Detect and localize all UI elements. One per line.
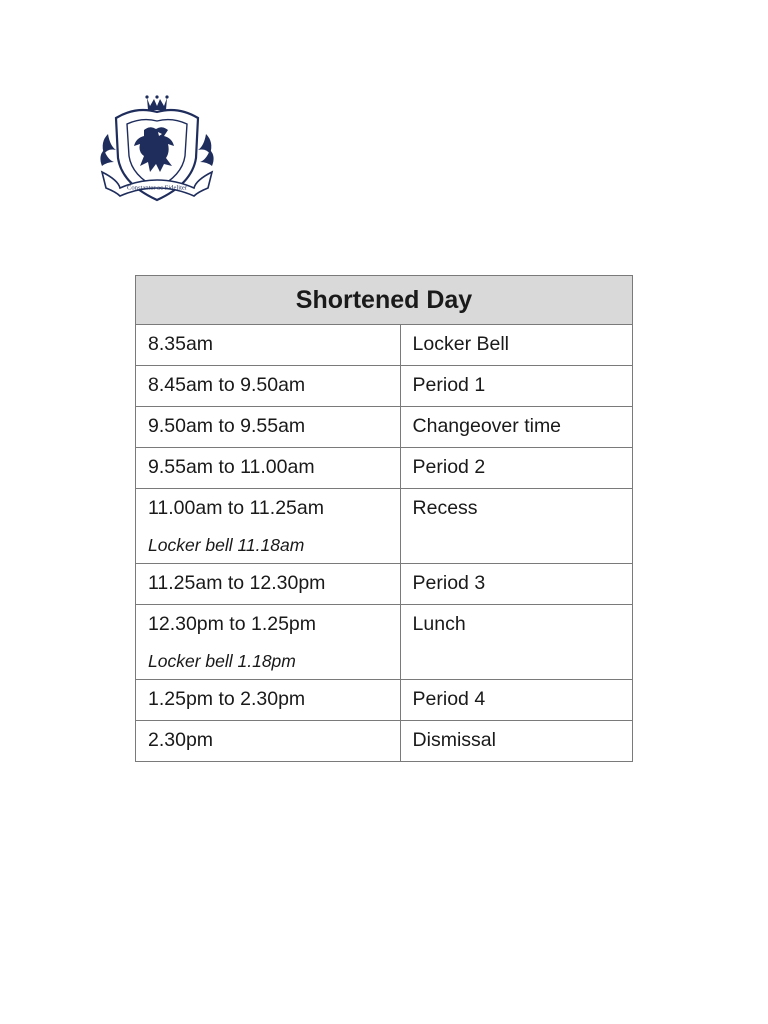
- event-cell: Period 1: [400, 366, 632, 407]
- table-row: [136, 680, 633, 721]
- time-cell: 9.55am to 11.00am: [136, 448, 401, 489]
- time-cell: 11.25am to 12.30pm: [136, 564, 401, 605]
- time-cell: 8.45am to 9.50am: [136, 366, 401, 407]
- table-row: [136, 721, 633, 762]
- time-cell: 8.35am: [136, 325, 401, 366]
- school-crest-logo: [98, 92, 216, 210]
- event-cell: Locker Bell: [400, 325, 632, 366]
- locker-bell-note: Locker bell 1.18pm: [148, 651, 296, 671]
- table-row: [136, 407, 633, 448]
- event-cell: Dismissal: [400, 721, 632, 762]
- event-cell: Lunch: [400, 605, 632, 680]
- table-row: [136, 605, 633, 680]
- locker-bell-note: Locker bell 11.18am: [148, 535, 305, 555]
- event-cell: Period 4: [400, 680, 632, 721]
- event-cell: Changeover time: [400, 407, 632, 448]
- crest-motto-text: Constanter ac Fideliter: [126, 184, 188, 192]
- time-range-text: 11.00am to 11.25am: [148, 497, 324, 519]
- schedule-title: Shortened Day: [136, 276, 633, 325]
- event-cell: Recess: [400, 489, 632, 564]
- table-row: [136, 325, 633, 366]
- time-cell: [136, 605, 401, 680]
- time-cell: 9.50am to 9.55am: [136, 407, 401, 448]
- time-cell: 2.30pm: [136, 721, 401, 762]
- table-row: [136, 448, 633, 489]
- table-row: [136, 564, 633, 605]
- time-cell: [136, 489, 401, 564]
- table-row: [136, 366, 633, 407]
- table-header-row: [136, 276, 633, 325]
- time-cell: 1.25pm to 2.30pm: [136, 680, 401, 721]
- event-cell: Period 2: [400, 448, 632, 489]
- event-cell: Period 3: [400, 564, 632, 605]
- table-row: [136, 489, 633, 564]
- time-range-text: 12.30pm to 1.25pm: [148, 613, 317, 635]
- shortened-day-schedule-table: [135, 275, 633, 762]
